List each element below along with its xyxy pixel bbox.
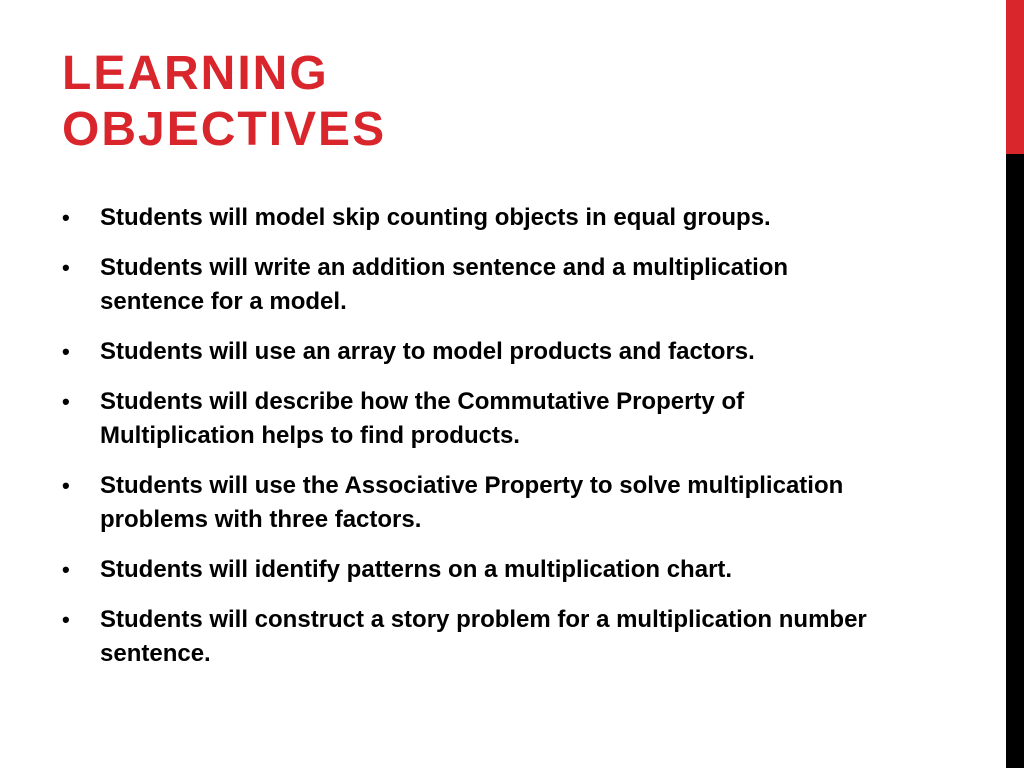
bullet-icon: •: [62, 473, 70, 498]
bullet-icon: •: [62, 607, 70, 632]
bullet-icon: •: [62, 557, 70, 582]
objective-text: Students will describe how the Commutative Property of Multiplication helps to find products.: [100, 388, 745, 449]
list-item: [62, 335, 892, 369]
objective-text: Students will write an addition sentence and a multiplication sentence for a model.: [100, 254, 789, 315]
list-item: [62, 553, 892, 587]
slide-title: LEARNING OBJECTIVES: [62, 47, 387, 156]
bullet-icon: •: [62, 389, 70, 414]
bullet-icon: •: [62, 255, 70, 280]
objective-text: Students will identify patterns on a multiplication chart.: [100, 556, 733, 583]
objectives-list: [62, 201, 892, 687]
list-item: [62, 603, 892, 671]
list-item: [62, 201, 892, 235]
objective-text: Students will model skip counting objects in equal groups.: [100, 204, 771, 231]
objective-text: Students will construct a story problem for a multiplication number sentence.: [100, 606, 867, 667]
list-item: [62, 385, 892, 453]
list-item: [62, 251, 892, 319]
list-item: [62, 469, 892, 537]
objective-text: Students will use the Associative Property to solve multiplication problems with three factors.: [100, 472, 844, 533]
bullet-icon: •: [62, 205, 70, 230]
side-bar-accent: [1006, 0, 1024, 154]
bullet-icon: •: [62, 339, 70, 364]
objective-text: Students will use an array to model products and factors.: [100, 338, 755, 365]
